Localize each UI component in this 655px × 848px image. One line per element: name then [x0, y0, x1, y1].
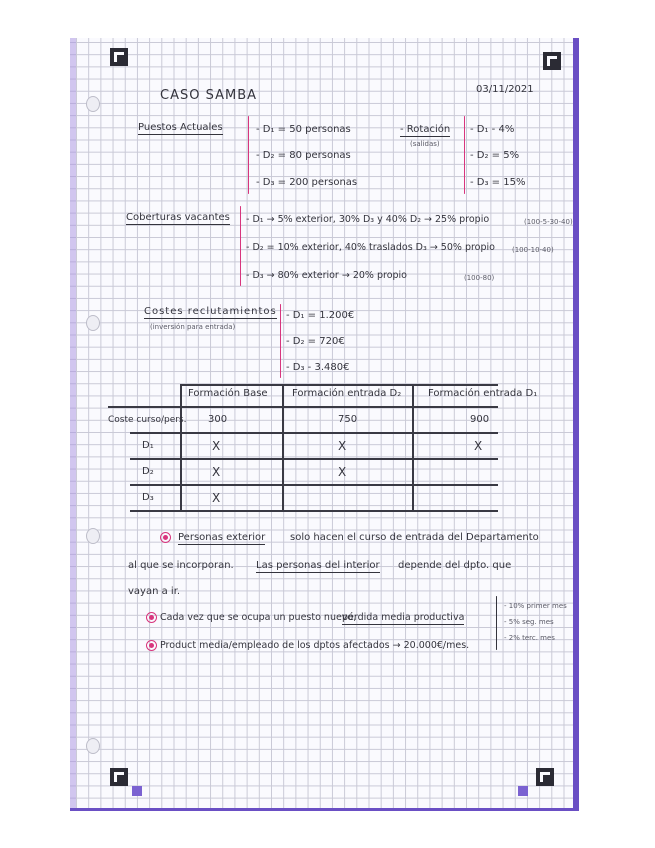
- corner-square: [132, 786, 142, 796]
- costes-sublabel: (inversión para entrada): [150, 323, 236, 331]
- coberturas-label: Coberturas vacantes: [126, 212, 230, 223]
- coberturas-note: (100-80): [464, 274, 495, 282]
- table-cell: X: [212, 439, 221, 453]
- rotacion-sublabel: (salidas): [410, 140, 440, 148]
- note-text: Las personas del interior: [256, 560, 380, 571]
- brace: [496, 596, 497, 650]
- coberturas-note: (100-10-40): [512, 246, 554, 254]
- row-label: D₁: [142, 440, 154, 451]
- brace: [464, 116, 465, 194]
- corner-marker-icon: [536, 768, 554, 786]
- side-note: - 5% seg. mes: [504, 618, 554, 626]
- rotacion-item: - D₃ = 15%: [470, 177, 526, 188]
- note-text: solo hacen el curso de entrada del Departamento: [290, 532, 539, 543]
- coberturas-note: (100-5-30-40): [524, 218, 573, 226]
- note-text: al que se incorporan.: [128, 560, 234, 571]
- cost-row-label: Coste curso/pers.: [108, 415, 187, 425]
- page-edge: [70, 38, 76, 808]
- table-header: Formación entrada D₂: [292, 388, 402, 399]
- note-text: depende del dpto. que: [398, 560, 512, 571]
- bullet-icon: [160, 532, 171, 543]
- corner-marker-icon: [110, 48, 128, 66]
- corner-square: [518, 786, 528, 796]
- page-title: CASO SAMBA: [160, 88, 258, 103]
- coberturas-item: - D₂ = 10% exterior, 40% traslados D₃ → 50% propio: [246, 242, 495, 253]
- table-line: [180, 384, 498, 386]
- costes-item: - D₂ = 720€: [286, 336, 345, 347]
- table-cell: 750: [338, 414, 358, 425]
- binder-hole: [86, 738, 100, 754]
- page-date: 03/11/2021: [476, 84, 534, 95]
- rotacion-item: - D₂ = 5%: [470, 150, 520, 161]
- note-text: vayan a ir.: [128, 586, 181, 597]
- table-line: [412, 384, 414, 512]
- bullet-icon: [146, 640, 157, 651]
- binder-hole: [86, 96, 100, 112]
- table-cell: 900: [470, 414, 490, 425]
- coberturas-item: - D₁ → 5% exterior, 30% D₃ y 40% D₂ → 25% propio: [246, 214, 490, 225]
- rotacion-item: - D₁ - 4%: [470, 124, 515, 135]
- brace: [280, 304, 281, 378]
- brace: [248, 116, 249, 194]
- table-cell: X: [338, 439, 347, 453]
- puestos-item: - D₃ = 200 personas: [256, 177, 358, 188]
- bullet-icon: [146, 612, 157, 623]
- note-text: Product media/empleado de los dptos afectados → 20.000€/mes.: [160, 640, 470, 651]
- puestos-item: - D₂ = 80 personas: [256, 150, 351, 161]
- side-note: - 2% terc. mes: [504, 634, 555, 642]
- row-label: D₂: [142, 466, 154, 477]
- side-note: - 10% primer mes: [504, 602, 567, 610]
- table-cell: 300: [208, 414, 228, 425]
- table-cell: X: [338, 465, 347, 479]
- table-line: [130, 458, 498, 460]
- table-header: Formación entrada D₁: [428, 388, 538, 399]
- table-cell: X: [212, 491, 221, 505]
- table-cell: X: [474, 439, 483, 453]
- table-header: Formación Base: [188, 388, 268, 399]
- note-text: Cada vez que se ocupa un puesto nuevo,: [160, 612, 357, 623]
- corner-marker-icon: [110, 768, 128, 786]
- costes-item: - D₁ = 1.200€: [286, 310, 355, 321]
- coberturas-item: - D₃ → 80% exterior → 20% propio: [246, 270, 407, 281]
- costes-label: Costes reclutamientos: [144, 306, 277, 317]
- note-text: Personas exterior: [178, 532, 266, 543]
- table-cell: X: [212, 465, 221, 479]
- puestos-label: Puestos Actuales: [138, 122, 223, 133]
- corner-marker-icon: [543, 52, 561, 70]
- table-line: [130, 510, 498, 512]
- brace: [240, 206, 241, 286]
- table-line: [130, 484, 498, 486]
- costes-item: - D₃ - 3.480€: [286, 362, 350, 373]
- note-text: pérdida media productiva: [342, 612, 465, 623]
- table-line: [282, 384, 284, 512]
- table-line: [180, 384, 182, 512]
- binder-hole: [86, 315, 100, 331]
- binder-hole: [86, 528, 100, 544]
- table-line: [108, 406, 498, 408]
- table-line: [130, 432, 498, 434]
- puestos-item: - D₁ = 50 personas: [256, 124, 351, 135]
- rotacion-label: - Rotación: [400, 124, 451, 135]
- row-label: D₃: [142, 492, 154, 503]
